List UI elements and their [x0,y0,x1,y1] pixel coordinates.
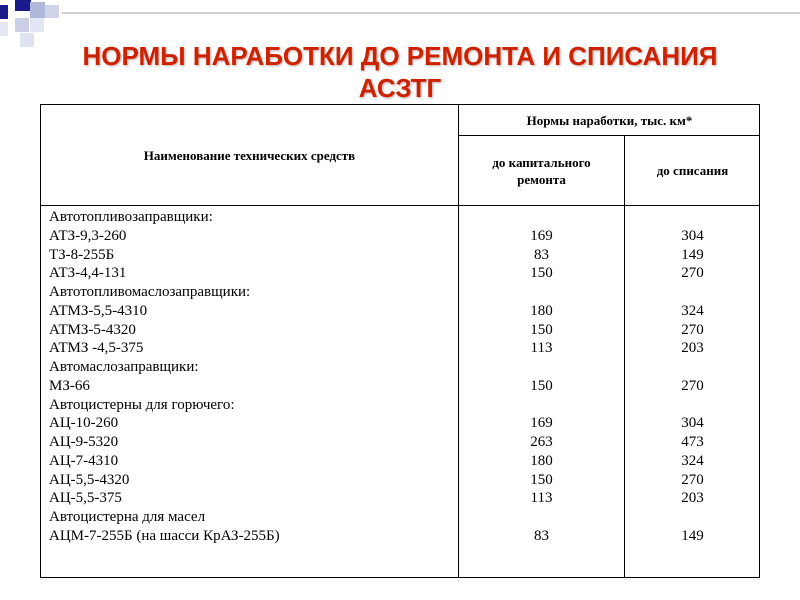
row-writeoff: 149 [681,527,704,544]
row-writeoff: 149 [681,246,704,263]
row-name: АТМЗ-5,5-4310 [49,302,148,319]
row-name: АЦМ-7-255Б (на шасси КрАЗ-255Б) [49,527,280,544]
row-capital: 150 [530,471,553,488]
row-capital: 150 [530,321,553,338]
row-writeoff: 324 [681,302,704,319]
row-name: АТЗ-9,3-260 [49,227,127,244]
row-writeoff: 270 [681,265,704,282]
row-capital [459,208,624,227]
header-norms: Нормы наработки, тыс. км* [526,112,693,128]
row-capital: 113 [530,490,553,507]
row-writeoff [625,508,760,527]
row-writeoff: 473 [681,434,704,450]
row-name: Автомаслозаправщики: [49,359,199,375]
row-writeoff: 270 [681,321,704,338]
row-name: АТМЗ-5-4320 [49,321,136,338]
slide-title-line2: АСЗТГ [358,73,442,103]
row-capital: 180 [530,302,553,319]
column-capital [459,208,624,546]
header-capital: до капитального ремонта [492,154,591,187]
row-name: Автоцистерны для горючего: [49,396,235,413]
row-capital: 263 [530,434,553,450]
row-capital: 83 [534,246,549,263]
row-name: АЦ-7-4310 [49,452,119,469]
row-capital: 150 [530,377,553,394]
row-name: Автоцистерна для масел [49,509,206,525]
row-capital: 150 [530,265,553,282]
table-divider [41,205,759,206]
row-writeoff: 304 [681,415,704,432]
row-name: МЗ-66 [49,377,90,394]
row-capital [459,396,624,415]
row-writeoff [625,396,760,415]
slide-title-line1: НОРМЫ НАРАБОТКИ ДО РЕМОНТА И СПИСАНИЯ [82,41,718,71]
header-name: Наименование технических средств [143,147,356,163]
row-name: АЦ-9-5320 [49,434,119,450]
row-capital: 180 [530,452,553,469]
header-writeoff: до списания [656,163,729,178]
row-capital: 113 [530,340,553,357]
row-name: АТЗ-4,4-131 [49,265,127,282]
row-capital [459,283,624,302]
row-writeoff: 203 [681,490,704,507]
row-capital [459,508,624,527]
row-writeoff: 304 [681,227,704,244]
row-name: АЦ-5,5-4320 [49,471,130,488]
column-writeoff [625,208,760,546]
row-name: АЦ-5,5-375 [49,490,122,507]
row-writeoff [625,358,760,377]
row-capital [459,358,624,377]
row-writeoff: 324 [681,452,704,469]
row-writeoff: 270 [681,471,704,488]
norms-table [40,104,760,578]
row-name: АТМЗ -4,5-375 [49,340,144,357]
row-name: Автотопливомаслозаправщики: [49,284,251,300]
row-writeoff [625,283,760,302]
row-capital: 169 [530,227,553,244]
row-capital: 169 [530,415,553,432]
slide-title [0,40,800,104]
row-name: ТЗ-8-255Б [49,246,115,263]
row-writeoff: 203 [681,340,704,357]
row-writeoff [625,208,760,227]
row-name: АЦ-10-260 [49,415,119,432]
row-writeoff: 270 [681,377,704,394]
row-name: Автотопливозаправщики: [49,209,213,225]
row-capital: 83 [534,527,549,544]
column-names [49,208,454,546]
